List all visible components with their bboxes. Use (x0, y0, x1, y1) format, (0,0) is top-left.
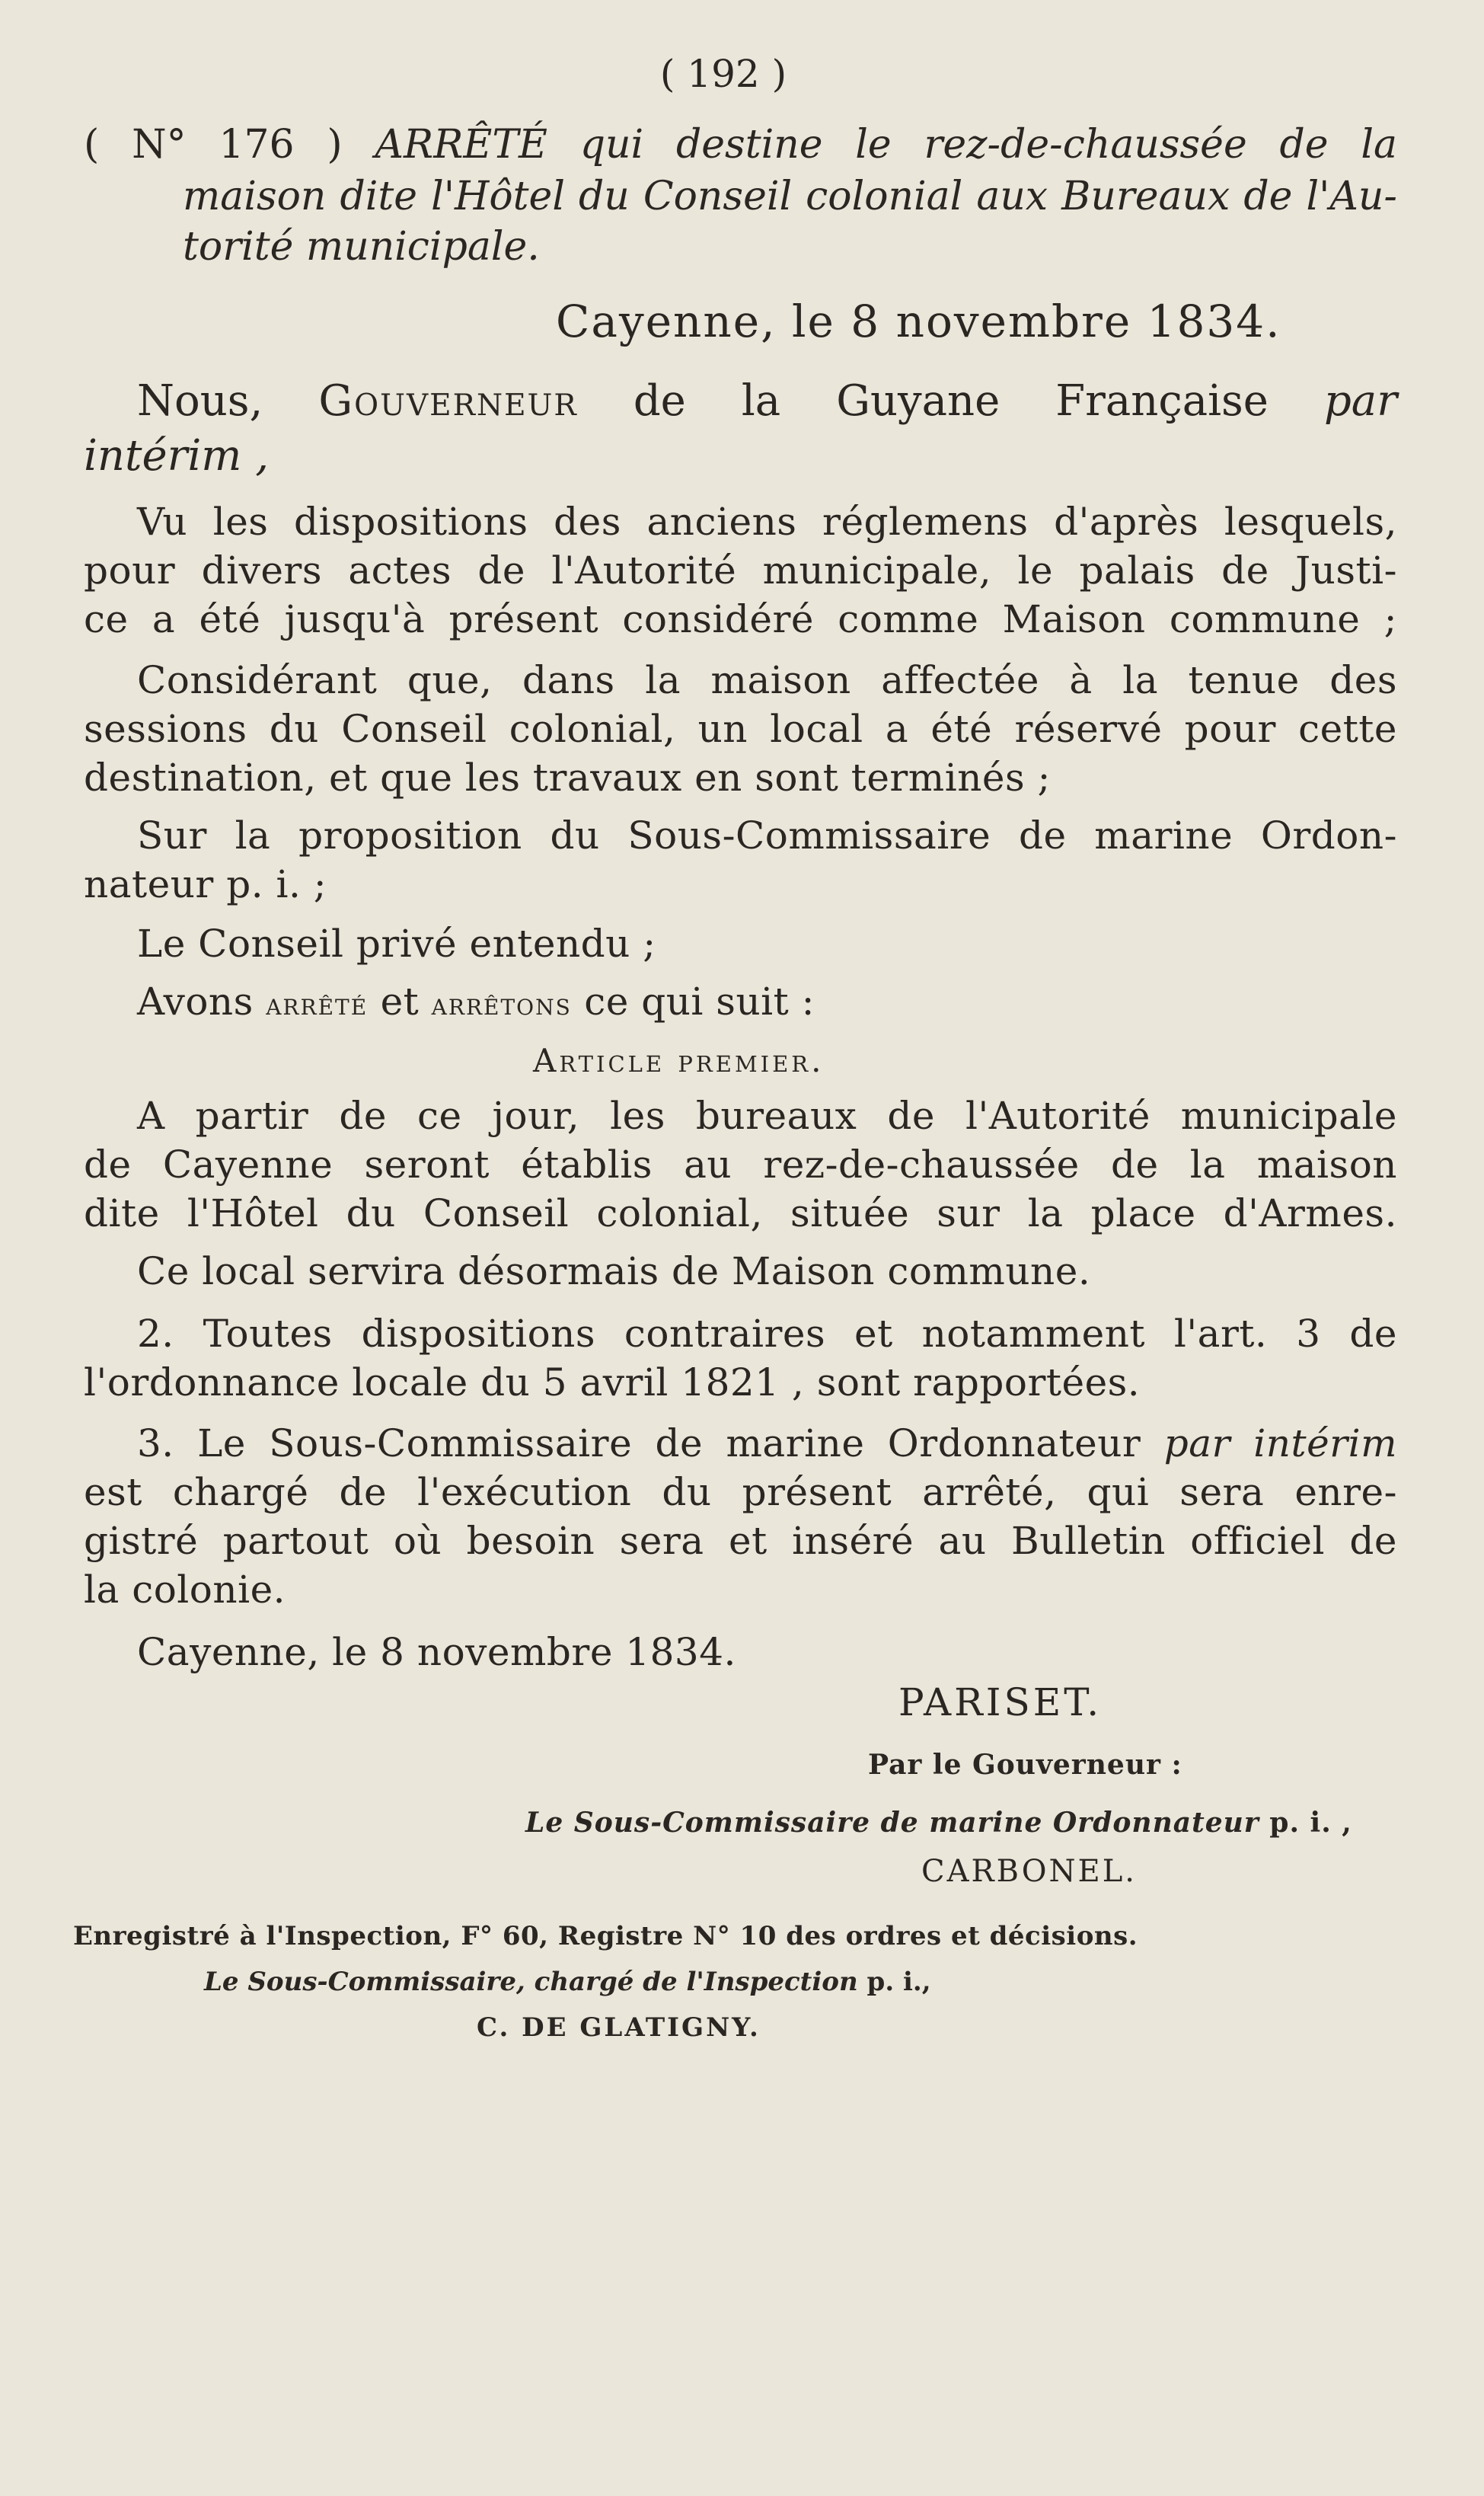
article-2-line-2: l'ordonnance locale du 5 avril 1821 , sont rapportées. (84, 1360, 1141, 1405)
title-line-3: torité municipale. (183, 224, 540, 270)
decree-formula-arretons: arrêtons (431, 987, 572, 1022)
registration-line-3: C. DE GLATIGNY. (477, 2012, 761, 2043)
title-line-1 (84, 122, 1397, 168)
decree-subject-part-1: qui destine le rez-de-chaussée de la (579, 122, 1398, 168)
countersign-title (525, 1807, 1352, 1839)
registration-line-2 (204, 1967, 931, 1997)
decree-formula-rest: ce qui suit : (584, 980, 815, 1024)
consideration-vu-line-2: pour divers actes de l'Autorité municipale, le palais de Justi- (84, 548, 1397, 593)
consideration-proposition-line-2: nateur p. i. ; (84, 862, 327, 906)
registration-inspector-title: Le Sous-Commissaire, chargé de l'Inspection (204, 1967, 858, 1997)
date-line: Cayenne, le 8 novembre 1834. (556, 296, 1281, 347)
preamble-line-1 (137, 376, 1397, 426)
title-line-2: maison dite l'Hôtel du Conseil colonial aux Bureaux de l'Au- (183, 174, 1397, 219)
consideration-proposition-line-1: Sur la proposition du Sous-Commissaire de marine Ordon- (137, 813, 1397, 858)
article-3-start: 3. Le Sous-Commissaire de marine Ordonnateur (137, 1421, 1141, 1465)
decree-number: ( N° 176 ) (84, 122, 343, 168)
countersign-title-suffix: p. i. , (1269, 1807, 1352, 1839)
article-1-line-4: Ce local servira désormais de Maison commune. (137, 1249, 1091, 1293)
decree-formula-avons: Avons (137, 980, 254, 1024)
consideration-conseil-prive: Le Conseil privé entendu ; (137, 922, 656, 966)
par-le-gouverneur: Par le Gouverneur : (868, 1749, 1182, 1781)
consideration-vu-line-3: ce a été jusqu'à présent considéré comme Maison commune ; (84, 597, 1397, 641)
preamble-line-2: intérim , (84, 431, 270, 481)
countersign-name: CARBONEL. (921, 1854, 1138, 1889)
preamble-nous: Nous, (137, 376, 263, 426)
article-3-line-2: est chargé de l'exécution du présent arrêté, qui sera enre- (84, 1470, 1397, 1514)
article-3-line-1 (137, 1421, 1397, 1465)
consideration-considerant-line-2: sessions du Conseil colonial, un local a été réservé pour cette (84, 707, 1397, 751)
consideration-vu-line-1: Vu les dispositions des anciens réglemens d'après lesquels, (137, 500, 1397, 544)
article-3-par-interim: par intérim (1163, 1421, 1397, 1465)
governor-signature: PARISET. (898, 1680, 1103, 1724)
preamble-rest: de la Guyane Française (633, 376, 1269, 426)
article-1-line-1: A partir de ce jour, les bureaux de l'Autorité municipale (137, 1094, 1397, 1138)
consideration-considerant-line-3: destination, et que les travaux en sont terminés ; (84, 756, 1051, 800)
preamble-gouverneur: Gouverneur (318, 376, 578, 426)
article-3-line-3: gistré partout où besoin sera et inséré au Bulletin officiel de (84, 1519, 1397, 1563)
consideration-considerant-line-1: Considérant que, dans la maison affectée à la tenue des (137, 658, 1397, 702)
decree-formula-et: et (380, 980, 420, 1024)
article-1-line-2: de Cayenne seront établis au rez-de-chaussée de la maison (84, 1143, 1397, 1187)
countersign-title-text: Le Sous-Commissaire de marine Ordonnateur (525, 1807, 1259, 1839)
article-3-line-4: la colonie. (84, 1568, 286, 1612)
article-2-line-1: 2. Toutes dispositions contraires et notamment l'art. 3 de (137, 1312, 1397, 1356)
page-number: ( 192 ) (659, 52, 787, 96)
registration-inspector-suffix: p. i., (866, 1967, 931, 1997)
decree-formula-arrete: arrêté (266, 987, 369, 1022)
article-1-line-3: dite l'Hôtel du Conseil colonial, située sur la place d'Armes. (84, 1191, 1397, 1235)
closing-date: Cayenne, le 8 novembre 1834. (137, 1630, 736, 1674)
decree-formula (137, 980, 815, 1024)
preamble-par: par (1323, 376, 1397, 426)
article-heading: Article premier. (533, 1042, 825, 1079)
registration-line-1: Enregistré à l'Inspection, F° 60, Registre N° 10 des ordres et décisions. (73, 1921, 1138, 1951)
decree-type: ARRÊTÉ (375, 122, 547, 168)
